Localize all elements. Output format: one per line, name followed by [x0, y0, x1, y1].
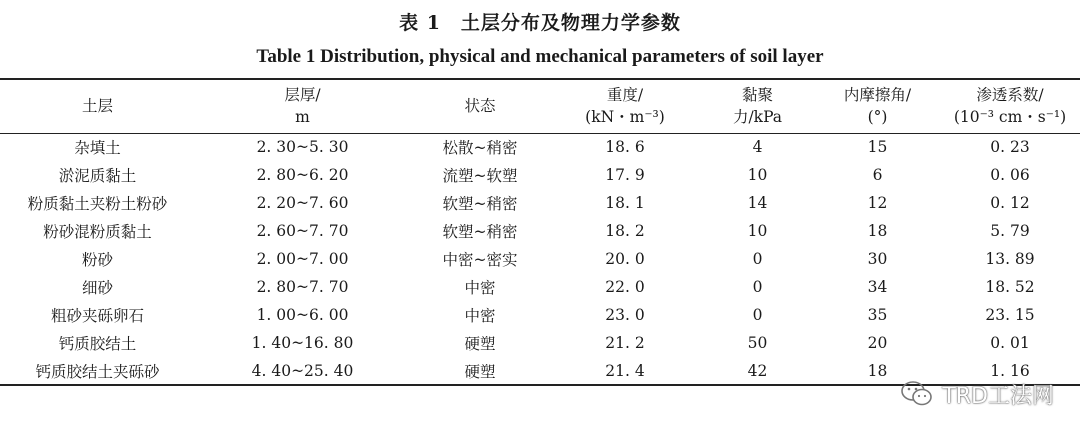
wechat-icon — [900, 380, 934, 408]
cell-state: 硬塑 — [464, 335, 496, 353]
cell-permeability: 0. 01 — [990, 334, 1030, 352]
cell-cohesion: 42 — [747, 361, 768, 380]
cell-soil-layer: 钙质胶结土 — [58, 335, 137, 353]
cell-soil-layer: 细砂 — [81, 279, 113, 297]
table-body — [0, 133, 1080, 385]
header-thickness: 层厚/ m — [284, 86, 321, 127]
cell-friction-angle: 12 — [867, 194, 888, 212]
cell-permeability: 0. 12 — [990, 194, 1030, 212]
cell-unit-weight: 18. 1 — [605, 194, 645, 212]
table-title-cn: 表 1 土层分布及物理力学参数 — [399, 12, 681, 34]
table-row — [0, 189, 1080, 217]
cell-state: 软塑~稍密 — [442, 195, 518, 213]
cell-thickness: 2. 80~7. 70 — [256, 278, 349, 296]
table-row — [0, 133, 1080, 161]
cell-friction-angle: 18 — [867, 222, 888, 240]
table-row — [0, 161, 1080, 189]
table-row — [0, 245, 1080, 273]
cell-friction-angle: 30 — [867, 250, 888, 268]
cell-permeability: 1. 16 — [990, 361, 1030, 380]
watermark — [900, 378, 1054, 410]
cell-cohesion: 0 — [752, 250, 763, 268]
watermark-text: TRD工法网 — [942, 383, 1054, 409]
cell-thickness: 2. 00~7. 00 — [256, 250, 349, 268]
table-title-en: Table 1 Distribution, physical and mechanical parameters of soil layer — [256, 46, 824, 67]
table-row — [0, 217, 1080, 245]
cell-cohesion: 0 — [752, 306, 763, 324]
header-unit-weight: 重度/ (kN・m⁻³) — [585, 86, 665, 127]
table-row — [0, 273, 1080, 301]
cell-cohesion: 10 — [747, 166, 768, 184]
cell-unit-weight: 17. 9 — [605, 166, 645, 184]
cell-permeability: 0. 06 — [990, 166, 1030, 184]
cell-friction-angle: 18 — [867, 361, 888, 380]
cell-permeability: 5. 79 — [990, 222, 1030, 240]
cell-thickness: 2. 20~7. 60 — [256, 194, 349, 212]
cell-thickness: 2. 80~6. 20 — [256, 166, 349, 184]
cell-unit-weight: 18. 2 — [605, 222, 645, 240]
cell-soil-layer: 淤泥质黏土 — [58, 167, 137, 185]
cell-state: 中密~密实 — [442, 251, 518, 269]
cell-soil-layer: 粗砂夹砾卵石 — [50, 307, 144, 325]
cell-permeability: 18. 52 — [985, 278, 1035, 296]
cell-unit-weight: 21. 2 — [605, 334, 645, 352]
cell-cohesion: 0 — [752, 278, 763, 296]
cell-friction-angle: 35 — [867, 306, 888, 324]
cell-thickness: 2. 60~7. 70 — [256, 222, 349, 240]
header-cohesion: 黏聚 力/kPa — [732, 86, 783, 127]
cell-cohesion: 14 — [747, 194, 768, 212]
soil-parameters-table — [0, 78, 1080, 386]
cell-soil-layer: 粉砂混粉质黏土 — [43, 223, 152, 241]
table-row — [0, 301, 1080, 329]
cell-friction-angle: 34 — [867, 278, 888, 296]
cell-permeability: 23. 15 — [985, 306, 1035, 324]
header-state: 状态 — [464, 97, 496, 116]
cell-thickness: 1. 40~16. 80 — [251, 334, 354, 352]
table-header — [0, 79, 1080, 133]
cell-soil-layer: 杂填土 — [74, 139, 121, 158]
cell-state: 中密 — [464, 307, 496, 325]
cell-friction-angle: 15 — [867, 138, 888, 157]
cell-permeability: 0. 23 — [990, 138, 1030, 157]
cell-friction-angle: 20 — [867, 334, 888, 352]
cell-state: 硬塑 — [464, 362, 496, 381]
cell-state: 软塑~稍密 — [442, 223, 518, 241]
cell-soil-layer: 粉质黏土夹粉土粉砂 — [27, 195, 168, 213]
cell-soil-layer: 钙质胶结土夹砾砂 — [35, 362, 160, 381]
cell-cohesion: 10 — [747, 222, 768, 240]
header-permeability: 渗透系数/ (10⁻³ cm・s⁻¹) — [953, 86, 1067, 127]
header-row — [0, 79, 1080, 133]
header-soil-layer: 土层 — [81, 97, 113, 116]
cell-state: 中密 — [464, 279, 496, 297]
cell-unit-weight: 23. 0 — [605, 306, 645, 324]
cell-cohesion: 50 — [747, 334, 768, 352]
cell-unit-weight: 22. 0 — [605, 278, 645, 296]
cell-unit-weight: 21. 4 — [605, 361, 645, 380]
cell-permeability: 13. 89 — [985, 250, 1035, 268]
cell-unit-weight: 20. 0 — [605, 250, 645, 268]
cell-cohesion: 4 — [752, 138, 763, 157]
header-friction-angle: 内摩擦角/ (°) — [843, 86, 912, 127]
cell-friction-angle: 6 — [872, 166, 883, 184]
cell-state: 松散~稍密 — [442, 139, 518, 158]
cell-state: 流塑~软塑 — [442, 167, 518, 185]
cell-thickness: 4. 40~25. 40 — [251, 361, 354, 380]
table-row — [0, 329, 1080, 357]
cell-thickness: 2. 30~5. 30 — [256, 138, 349, 157]
cell-unit-weight: 18. 6 — [605, 138, 645, 157]
cell-soil-layer: 粉砂 — [81, 251, 113, 269]
cell-thickness: 1. 00~6. 00 — [256, 306, 349, 324]
